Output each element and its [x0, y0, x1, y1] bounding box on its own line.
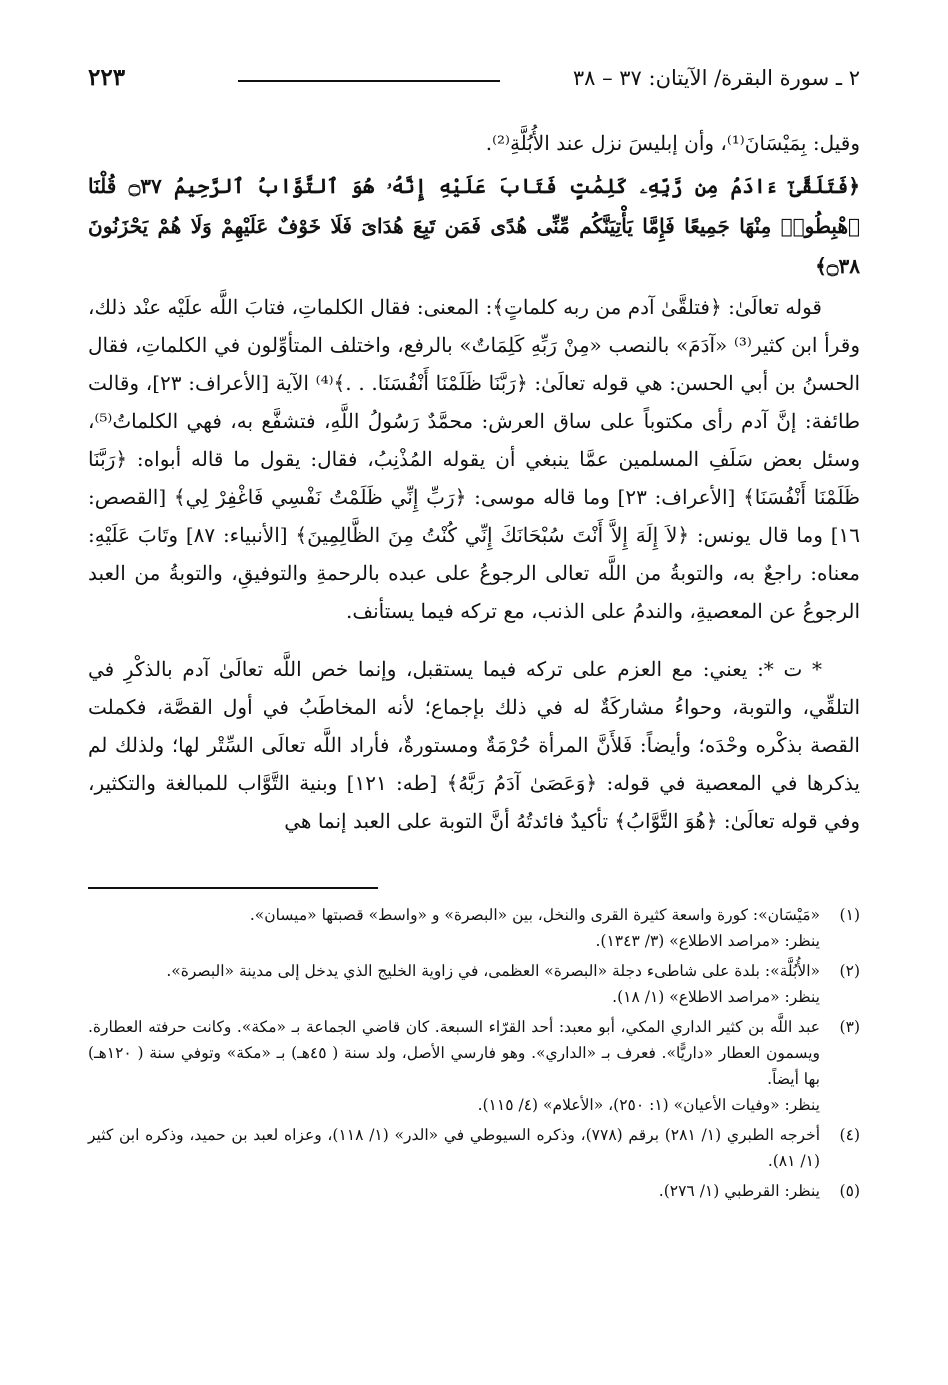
footnote-item [88, 1178, 860, 1204]
intro-line: وقيل: بِمَيْسَانَ⁽¹⁾، وأن إبليسَ نزل عند الأُبُلَّةِ⁽²⁾. [485, 131, 860, 155]
page-number: ٢٢٣ [88, 64, 126, 91]
footnote-line: ينظر: «مراصد الاطلاع» (٣/ ١٣٤٣). [595, 932, 820, 950]
footnote-number: (٥) [839, 1182, 860, 1200]
footnote-item [88, 902, 860, 954]
footnote-separator [88, 887, 378, 889]
footnote-line: ينظر: «وفيات الأعيان» (١: ٢٥٠)، «الأعلام» (٤/ ١١٥). [477, 1096, 820, 1114]
footnote-item [88, 1014, 860, 1118]
footnote-line: عبد اللَّه بن كثير الداري المكي، أبو معبد: أحد القرّاء السبعة. كان قاضي الجماعة بـ «مكة». وكانت حرفته العطارة. ويسمون العطار «داريًّا». فعرف بـ «الداري». وهو فارسي الأصل، ولد سنة ( ٤٥هـ) بـ «مكة» وتوفي سنة ( ١٢٠هـ) بها أيضاً. [88, 1018, 820, 1088]
commentary-paragraph: قوله تعالَىٰ: ﴿فتلقَّىٰ آدم من ربه كلماتٍ﴾: المعنى: فقال الكلماتِ، فتابَ اللَّه علَيْه عنْد ذلك، وقرأ ابن كثير⁽³⁾ «آدَمَ» بالنصب «مِنْ رَبِّهِ كَلِمَاتٌ» بالرفع، واختلف المتأوِّلون في الكلماتِ، فقال الحسنُ بن أبي الحسن: هي قوله تعالَىٰ: ﴿رَبَّنَا ظَلَمْنَا أَنْفُسَنَا. . .﴾⁽⁴⁾ الآية [الأعراف: ٢٣]، وقالت طائفة: إنَّ آدم رأى مكتوباً على ساق العرش: محمَّدٌ رَسُولُ اللَّهِ، فتشفَّع به، فهي الكلماتُ⁽⁵⁾، وسئل بعض سَلَفِ المسلمين عمَّا ينبغي أن يقوله المُذْنِبُ، فقال: يقول ما قاله أبواه: ﴿رَبَّنَا ظَلَمْنَا أَنْفُسَنَا﴾ [الأعراف: ٢٣] وما قاله موسى: ﴿رَبِّ إِنِّي ظَلَمْتُ نَفْسِي فَاغْفِرْ لِي﴾ [القصص: ١٦] وما قال يونس: ﴿لاَ إِلَهَ إِلاَّ أَنْتَ سُبْحَانَكَ إِنِّي كُنْتُ مِنَ الظَّالِمِينَ﴾ [الأنبياء: ٨٧] وتَابَ عَلَيْهِ: معناه: راجعٌ به، والتوبةُ من اللَّه تعالى الرجوعُ على عبده بالرحمةِ والتوفيقِ، والتوبةُ من العبد الرجوعُ عن المعصيةِ، والندمُ على الذنب، مع تركه فيما يستأنف. [88, 295, 861, 623]
footnotes [88, 902, 860, 1208]
footnote-line: «مَيْسَان»: كورة واسعة كثيرة القرى والنخل، بين «البصرة» و «واسط» قصبتها «ميسان». [249, 906, 820, 924]
footnote-text [88, 1014, 820, 1118]
footnote-text [88, 1122, 820, 1174]
footnote-line: ينظر: القرطبي (١/ ٢٧٦). [658, 1182, 820, 1200]
note-paragraph: * ت *: يعني: مع العزم على تركه فيما يستقبل، وإنما خص اللَّه تعالَىٰ آدم بالذكْرِ في التلقِّي، والتوبة، وحواءُ مشاركَةٌ له في ذلك بإجماع؛ لأنه المخاطَبُ في أول القصَّة، فكملت القصة بذكْره وحْدَه؛ وأيضاً: فَلأَنَّ المرأة حُرْمَةٌ ومستورةٌ، فأراد اللَّه تعالَى السِّتْر لها؛ ولذلك لم يذكرها في المعصية في قوله: ﴿وَعَصَىٰ آدَمُ رَبَّهُ﴾ [طه: ١٢١] وبنية التَّوَّاب للمبالغة والتكثير، وفي قوله تعالَىٰ: ﴿هُوَ التَّوَّابُ﴾ تأكيدٌ فائدتُهُ أنَّ التوبة على العبد إنما هي [88, 657, 860, 833]
footnote-number: (١) [839, 906, 860, 924]
footnote-number: (٣) [839, 1018, 860, 1036]
footnote-line: أخرجه الطبري (١/ ٢٨١) برقم (٧٧٨)، وذكره السيوطي في «الدر» (١/ ١١٨)، وعزاه لعبد بن حميد، وذكره ابن كثير (١/ ٨١). [88, 1126, 820, 1170]
footnote-line: ينظر: «مراصد الاطلاع» (١/ ١٨). [612, 988, 820, 1006]
quran-verse: ﴿فَتَلَقَّىٰٓ ءَادَمُ مِن رَّبِّهِۦ كَلِمَٰتٍ فَتَابَ عَلَيْهِ إِنَّهُۥ هُوَ ٱلتَّوَّابُ ٱلرَّحِيمُ ۝٣٧ قُلْنَا ٱهْبِطُوا۟ مِنْهَا جَمِيعًا فَإِمَّا يَأْتِيَنَّكُم مِّنِّى هُدًى فَمَن تَبِعَ هُدَاىَ فَلَا خَوْفٌ عَلَيْهِمْ وَلَا هُمْ يَحْزَنُونَ ۝٣٨﴾ [88, 174, 860, 278]
footnote-item [88, 1122, 860, 1174]
header-rule [238, 80, 500, 82]
running-header [88, 60, 860, 100]
footnote-text [88, 958, 820, 1010]
footnote-line: «الأُبُلَّة»: بلدة على شاطىء دجلة «البصرة» العظمى، في زاوية الخليج الذي يدخل إلى مدينة «البصرة». [166, 962, 820, 980]
footnote-item [88, 958, 860, 1010]
footnote-text [88, 1178, 820, 1204]
paragraph-gap [88, 630, 860, 650]
footnote-number: (٤) [839, 1126, 860, 1144]
footnote-number: (٢) [839, 962, 860, 980]
footnote-text [88, 902, 820, 954]
main-text [88, 124, 860, 840]
header-title: ٢ ـ سورة البقرة/ الآيتان: ٣٧ – ٣٨ [572, 66, 860, 90]
